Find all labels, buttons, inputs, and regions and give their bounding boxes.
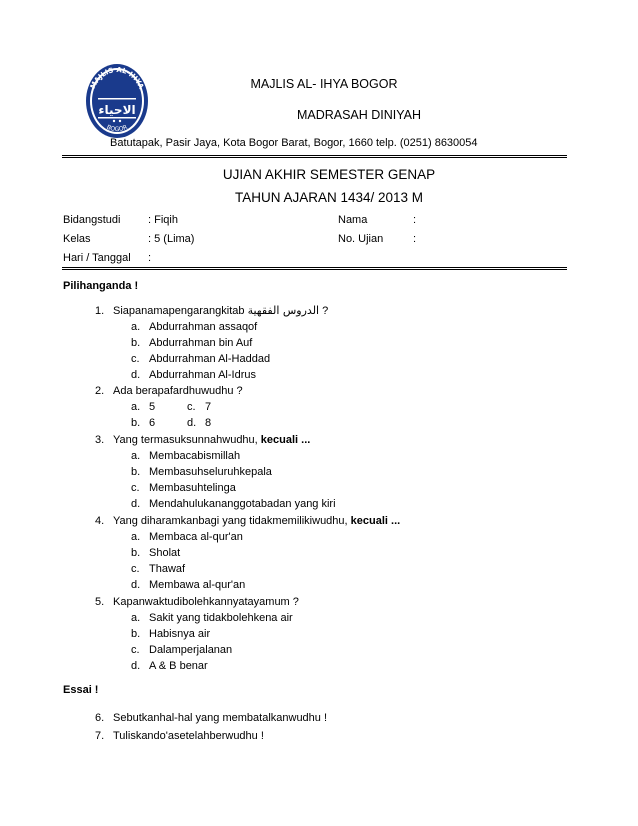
info-divider-thick (62, 269, 567, 270)
exam-no-label: No. Ujian (338, 233, 384, 245)
multiple-choice-heading: Pilihanganda ! (63, 280, 139, 292)
exam-year: TAHUN AJARAN 1434/ 2013 M (234, 190, 424, 205)
question-emphasis: kecuali ... (350, 515, 401, 527)
question-5 (95, 596, 299, 608)
option-3b: b. Membasuhseluruhkepala (131, 466, 272, 478)
question-number: 2. (95, 385, 105, 397)
question-3 (95, 434, 310, 446)
option-5a: a. Sakit yang tidakbolehkena air (131, 612, 293, 624)
option-5d: d. A & B benar (131, 660, 208, 672)
option-1d: d. Abdurrahman Al-Idrus (131, 369, 256, 381)
question-number: 4. (95, 515, 105, 527)
option-2c: c. 7 (187, 401, 212, 413)
date-label: Hari / Tanggal (63, 252, 131, 264)
question-number: 6. (95, 712, 105, 724)
option-2b: b. 6 (131, 417, 156, 429)
question-text: Yang termasuksunnahwudhu, (113, 434, 261, 446)
option-5c: c. Dalamperjalanan (131, 644, 233, 656)
class-value: : 5 (Lima) (148, 233, 195, 245)
question-4 (95, 515, 400, 527)
logo-center-text: الاحياء (98, 103, 136, 117)
name-value: : (413, 214, 417, 226)
class-label: Kelas (63, 233, 91, 245)
logo-top-text: MAJLIS AL-IHYA (88, 65, 146, 91)
exam-title: UJIAN AKHIR SEMESTER GENAP (222, 167, 436, 182)
info-divider (62, 267, 567, 268)
option-3c: c. Membasuhtelinga (131, 482, 236, 494)
subject-value: : Fiqih (148, 214, 178, 226)
option-4c: c. Thawaf (131, 563, 186, 575)
option-2a: a. 5 (131, 401, 156, 413)
essay-question-6 (95, 712, 327, 724)
option-1c: c. Abdurrahman Al-Haddad (131, 353, 271, 365)
question-text: Kapanwaktudibolehkannyatayamum ? (113, 596, 299, 608)
majlis-logo (84, 62, 150, 140)
question-number: 1. (95, 305, 105, 317)
header-divider-thick (62, 157, 567, 158)
option-3a: a. Membacabismillah (131, 450, 241, 462)
question-number: 5. (95, 596, 105, 608)
logo-bottom-text: BOGOR (105, 123, 129, 134)
option-4a: a. Membaca al-qur'an (131, 531, 243, 543)
question-text: Tuliskando'asetelahberwudhu ! (113, 730, 264, 742)
question-emphasis: kecuali ... (260, 434, 311, 446)
question-text: Siapanamapengarangkitab (113, 305, 245, 317)
option-4b: b. Sholat (131, 547, 181, 559)
question-suffix: ? (319, 305, 329, 317)
option-5b: b. Habisnya air (131, 628, 211, 640)
question-text: Sebutkanhal-hal yang membatalkanwudhu ! (113, 712, 328, 724)
essay-question-7 (95, 730, 264, 742)
option-1b: b. Abdurrahman bin Auf (131, 337, 253, 349)
question-number: 7. (95, 730, 105, 742)
question-text: Yang diharamkanbagi yang tidakmemilikiwudhu, (113, 515, 351, 527)
option-1a: a. Abdurrahman assaqof (131, 321, 258, 333)
school-address: Batutapak, Pasir Jaya, Kota Bogor Barat, Bogor, 1660 telp. (0251) 8630054 (110, 137, 478, 149)
school-name: MADRASAH DINIYAH (296, 108, 422, 122)
organization-name: MAJLIS AL- IHYA BOGOR (250, 77, 398, 91)
name-label: Nama (338, 214, 368, 226)
subject-label: Bidangstudi (63, 214, 121, 226)
question-text: Ada berapafardhuwudhu ? (113, 385, 243, 397)
question-number: 3. (95, 434, 105, 446)
header-divider (62, 155, 567, 156)
option-4d: d. Membawa al-qur'an (131, 579, 246, 591)
option-3d: d. Mendahulukananggotabadan yang kiri (131, 498, 336, 510)
option-2d: d. 8 (187, 417, 212, 429)
question-1 (95, 304, 328, 317)
exam-no-value: : (413, 233, 417, 245)
date-value: : (148, 252, 152, 264)
arabic-book-title: الدروس الفقهية (247, 304, 320, 317)
essay-heading: Essai ! (63, 684, 99, 696)
question-2 (95, 385, 243, 397)
